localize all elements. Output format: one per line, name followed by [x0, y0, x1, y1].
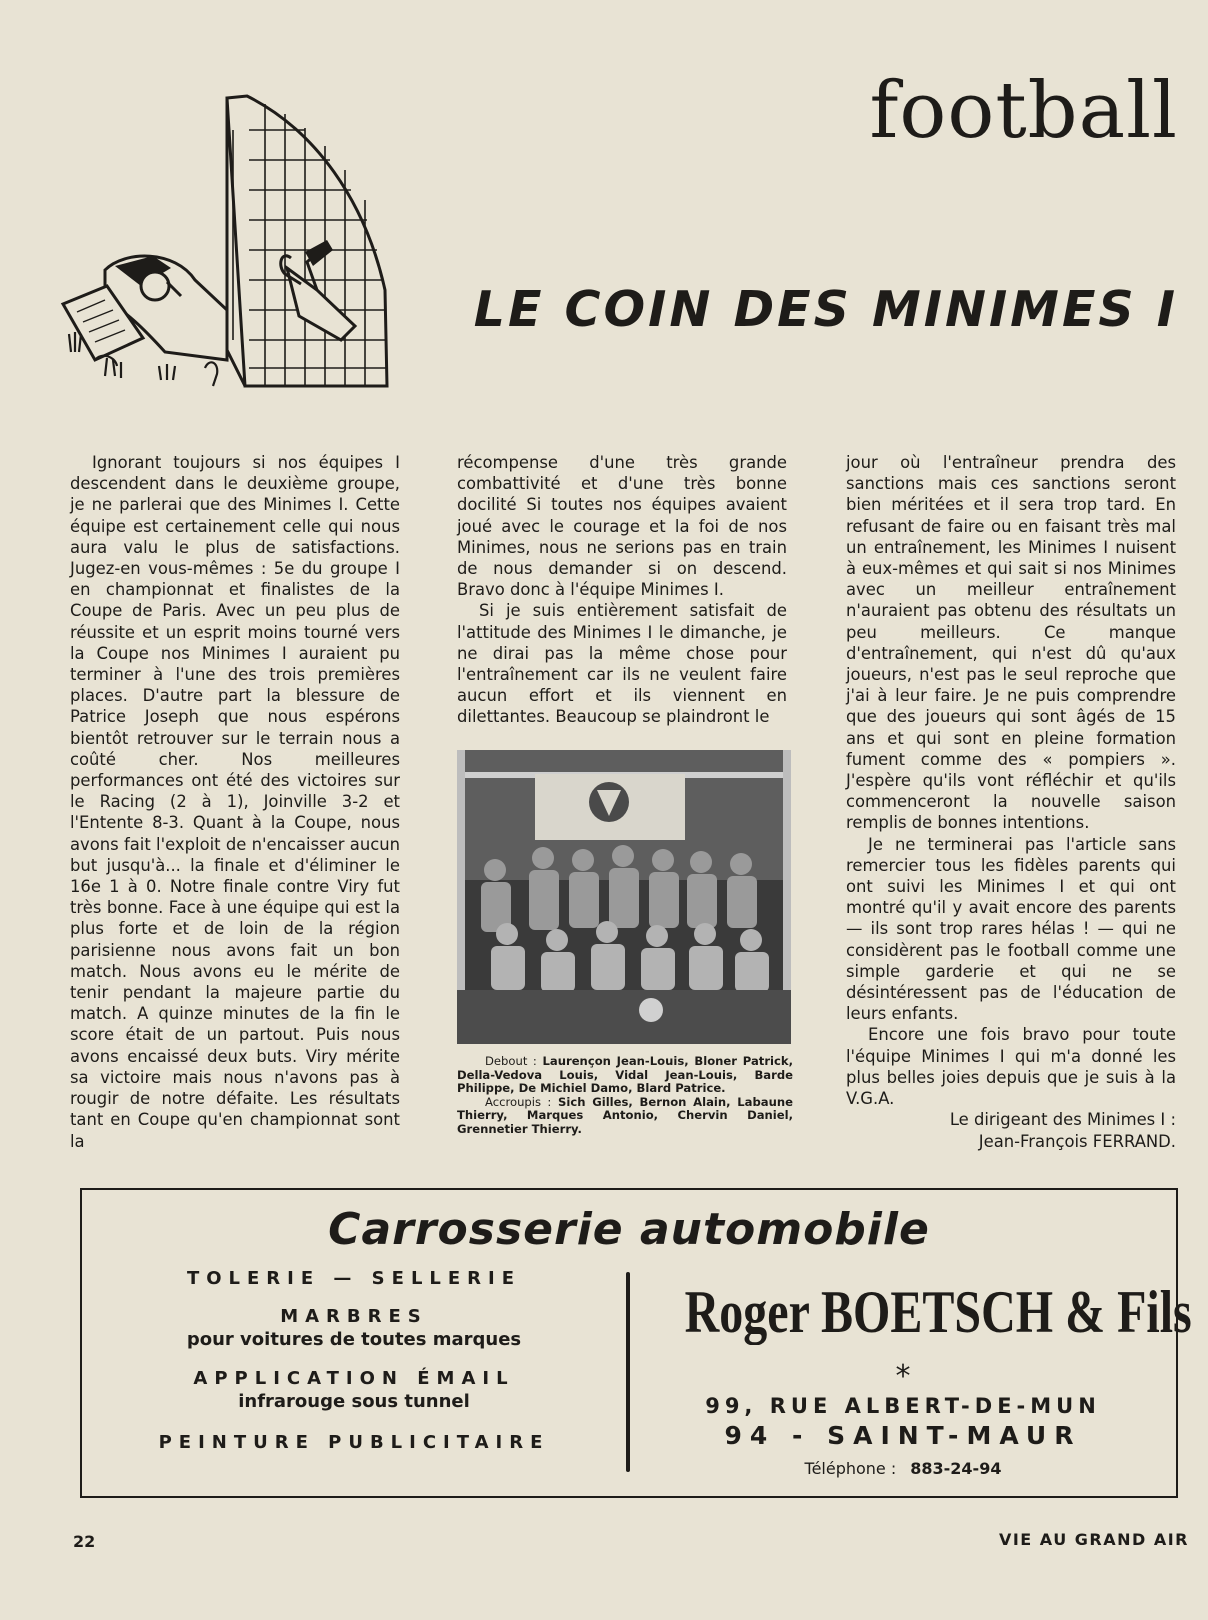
article-column-1	[70, 452, 400, 1152]
section-title: football	[869, 66, 1178, 156]
paragraph: Encore une fois bravo pour toute l'équipe Minimes I qui m'a donné les plus belles joies depuis que je suis à la V.G.A.	[846, 1025, 1176, 1109]
ad-line: PEINTURE PUBLICITAIRE	[158, 1432, 550, 1453]
photo-caption	[457, 1055, 793, 1137]
signature-role: Le dirigeant des Minimes I :	[949, 1110, 1176, 1130]
caption-standing-names: Laurençon Jean-Louis, Bloner Patrick, Della-Vedova Louis, Vidal Jean-Louis, Barde Philippe, De Michiel Damo, Blard Patrice.	[457, 1054, 794, 1096]
ad-phone-label: Téléphone :	[804, 1459, 897, 1478]
ad-services	[82, 1268, 626, 1454]
ad-company-name: Roger BOETSCH & Fils	[684, 1279, 1192, 1345]
paragraph: Je ne terminerai pas l'article sans remercier tous les fidèles parents qui ont suivi les Minimes I et qui ont montré qu'il y avait encore des parents — ils sont trop rares hélas ! — qui ne considèrent pas le football comme une simple garderie et qui ne se désintéressent pas de l'éducation de leurs enfants.	[846, 834, 1176, 1024]
star-icon: *	[895, 1359, 911, 1394]
caption-crouching-label: Accroupis :	[485, 1094, 552, 1109]
ad-city: 94 - SAINT-MAUR	[724, 1421, 1082, 1450]
magazine-name: VIE AU GRAND AIR	[998, 1530, 1189, 1549]
paragraph: Si je suis entièrement satisfait de l'attitude des Minimes I le dimanche, je ne dirai pas la même chose pour l'entraînement car ils ne veulent faire aucun effort et ils viennent en dilettantes. Beaucoup se plaindront le	[457, 601, 787, 727]
signature-name: Jean-François FERRAND.	[978, 1131, 1176, 1151]
football-cartoon-illustration	[55, 90, 405, 410]
article-column-3	[846, 452, 1176, 1152]
team-photo	[457, 750, 791, 1044]
article-headline: LE COIN DES MINIMES I	[473, 281, 1178, 338]
caption-crouching-names: Sich Gilles, Bernon Alain, Labaune Thierry, Marques Antonio, Chervin Daniel, Grennetier Thierry.	[457, 1094, 793, 1136]
article-column-2	[457, 452, 787, 728]
ad-line: TOLERIE — SELLERIE	[186, 1268, 522, 1289]
ad-company	[630, 1279, 1192, 1480]
caption-standing-label: Debout :	[485, 1054, 537, 1068]
paragraph: Ignorant toujours si nos équipes I descendent dans le deuxième groupe, je ne parlerai que des Minimes I. Cette équipe est certainement celle qui nous aura valu le plus de satisfactions. Jugez-en vous-mêmes : 5e du groupe I en championnat et finalistes de la Coupe de Paris. Avec un peu plus de réussite et un esprit moins tourné vers la Coupe nos Minimes I auraient pu terminer à l'une des trois premières places. D'autre part la blessure de Patrice Joseph que nous espérons bientôt retrouver sur le terrain nous a coûté cher. Nos meilleures performances ont été des victoires sur le Racing (2 à 1), Joinville 3-2 et l'Entente 8-3. Quant à la Coupe, nous avons fait l'exploit de n'encaisser aucun but jusqu'à... la finale et d'éliminer le 16e 1 à 0. Notre finale contre Viry fut très bonne. Face à une équipe qui est la plus forte et de loin de la région parisienne nous avons fait un bon match. Nous avons eu le mérite de tenir pendant la majeure partie du match. A quinze minutes de la fin le score était de un partout. Puis nous avons encaissé deux buts. Viry mérite sa victoire mais nous n'avons pas à rougir de notre défaite. Les résultats tant en Coupe qu'en championnat sont la	[70, 453, 400, 1151]
advertisement	[80, 1188, 1192, 1498]
ad-line: pour voitures de toutes marques	[186, 1329, 522, 1350]
paragraph: récompense d'une très grande combattivité et d'une très bonne docilité Si toutes nos équipes avaient joué avec le courage et la foi de nos Minimes, nous ne serions pas en train de nous demander si on descend. Bravo donc à l'équipe Minimes I.	[457, 453, 787, 600]
ad-address: 99, RUE ALBERT-DE-MUN	[705, 1394, 1101, 1418]
ad-phone-number: 883-24-94	[910, 1459, 1002, 1478]
ad-brand: Carrosserie automobile	[328, 1204, 930, 1255]
ad-line: infrarouge sous tunnel	[238, 1391, 470, 1412]
paragraph: jour où l'entraîneur prendra des sanctions mais ces sanctions seront bien méritées et il sera trop tard. En refusant de faire ou en faisant très mal un entraînement, les Minimes I nuisent à eux-mêmes et qui sait si nos Minimes avec un meilleur entraînement n'auraient pas obtenu des résultats un peu meilleurs. Ce manque d'entraînement, qui n'est dû qu'aux joueurs, n'est pas le seul reproche que j'ai à leur faire. Je ne puis comprendre que des joueurs qui sont âgés de 15 ans et qui sont en pleine formation fument comme des « pompiers ». J'espère qu'ils vont réfléchir et qu'ils commenceront la nouvelle saison remplis de bonnes intentions.	[846, 453, 1176, 833]
page-number: 22	[73, 1532, 96, 1551]
ad-line: APPLICATION ÉMAIL	[193, 1368, 515, 1389]
ad-telephone	[630, 1458, 1176, 1480]
ad-line: MARBRES	[280, 1306, 428, 1327]
